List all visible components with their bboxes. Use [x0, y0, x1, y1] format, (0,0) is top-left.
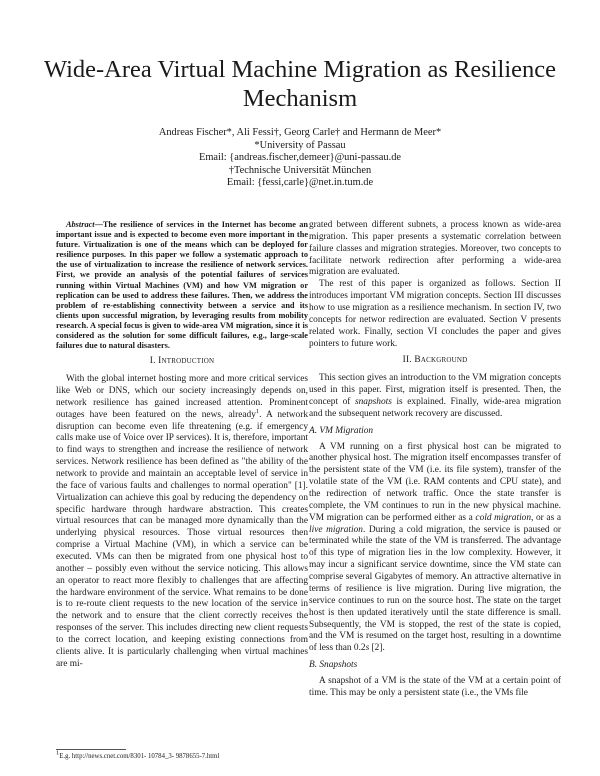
vm-unit: s: [365, 643, 370, 654]
vm-text-d: [2].: [369, 643, 385, 654]
intro-paragraph: [56, 374, 308, 670]
vm-migration-paragraph: [309, 442, 561, 655]
abstract: [56, 220, 308, 351]
abstract-text: —The resilience of services in the Internet has become an important issue and is expected to become even more important in the future. Virtualization is one of the means which can be deployed for resilience purposes. In this paper we follow a systematic approach to the use of virtualization to increase the resilience of network services. First, we provide an analysis of the potential failures of services running within Virtual Machines (VM) and how VM migration or replication can be used to address these failures. Then, we address the problem of re-establishing connectivity between a service and its clients upon successful migration, by leveraging results from mobility research. A special focus is given to wide-area VM migration, since it is considered as the solution for some difficult failures, e.g., large-scale failures due to natural disasters.: [56, 220, 308, 351]
right-paragraph-2: The rest of this paper is organized as follows. Section II introduces important VM migration concepts. Section III discusses how to use migration as a resilience mechanism. In section IV, two concepts for networ redirection are evaluated. Section V presents related work. Finally, section VI concludes the paper and gives pointers to future work.: [309, 279, 561, 349]
footnote-mark: 1: [56, 749, 60, 757]
email-passau: Email: {andreas.fischer,demeer}@uni-passau.de: [198, 152, 402, 164]
vm-emphasis-live: live migration: [309, 524, 363, 535]
background-paragraph: [309, 373, 561, 420]
vm-text-b: , or as a: [531, 512, 561, 523]
vm-text-a: A VM running on a first physical host can be migrated to another physical host. The migration itself encompasses transfer of the persistent state of the VM (i.e. its file system), transfer of the volatile state of the VM (i.e. RAM contents and CPU state), and the redirection of network traffic. Once the state transfer is complete, the VM continues to run in the new physical machine. VM migration can be performed either as a: [309, 441, 561, 523]
footnote-text: E.g. http://news.cnet.com/8301- 10784_3- 9878655-7.html: [59, 753, 220, 760]
vm-emphasis-cold: cold migration: [475, 512, 532, 523]
title-line-1: Wide-Area Virtual Machine Migration as Resilience: [43, 56, 557, 83]
section-heading-background: II. Background: [402, 355, 468, 366]
affiliation-passau: *University of Passau: [254, 139, 346, 151]
bg-emphasis: snapshots: [355, 397, 392, 408]
right-column: [309, 220, 561, 700]
bg-text-b: is explained. Finally, wide-area migration and the subsequent network recovery are discussed.: [309, 397, 562, 419]
section-heading-introduction: I. Introduction: [149, 356, 215, 367]
intro-text-b: . A network disruption can become even life threatening (e.g. if emergency calls make use of Voice over IP services). It is, therefore, important to find ways to strengthen and increase the resilience of network services. Network resilience has been defined as "the ability of the network to provide and maintain an acceptable level of service in the face of various faults and challenges to normal operation" [1]. Virtualization can achieve this goal by reducing the dependency on specific hardware through hardware abstraction. This creates virtual resources that can be managed more dynamically than the underlying physical resources. Those virtual resources then comprise a Virtual Machine (VM), in which a service can be executed. VMs can then be migrated from one physical host to another – possibly even without the service noticing. This allows an operator to react more flexibly to challenges that are affecting the hardware environment of the service. What remains to be done is to re-route client requests to the new location of the service in the network and to ensure that the client correctly receives the responses of the server. This includes directing new client requests to the correct location, and keeping existing connections from clients alive. It is particularly challenging when virtual machines are mi-: [56, 409, 308, 669]
email-tum: Email: {fessi,carle}@net.in.tum.de: [226, 177, 374, 189]
right-paragraph-1: grated between different subnets, a process known as wide-area migration. This paper presents a systematic correlation between failure classes and migration strategies. Moreover, two concepts to facilitate network redirection after performing a wide-area migration are evaluated.: [309, 220, 561, 278]
title-line-2: Mechanism: [242, 85, 358, 112]
paper-title: [0, 55, 600, 113]
footnote-ref: 1: [255, 407, 260, 415]
footnote: [56, 749, 220, 761]
subsection-heading-vm-migration: A. VM Migration: [309, 425, 374, 436]
subsection-heading-snapshots: B. Snapshots: [309, 660, 358, 671]
abstract-label: Abstract: [66, 220, 95, 229]
affiliation-tum: †Technische Universität München: [228, 164, 372, 176]
intro-text-a: With the global internet hosting more and more critical services like Web or DNS, which our society increasingly depends on, network resilience has gained increased attention. Prominent outages have been featured on the news, already: [56, 374, 308, 420]
author-block: [0, 127, 600, 190]
footnote-divider: [56, 749, 126, 750]
bg-text-a: This section gives an introduction to the VM migration concepts used in this paper. First, migration itself is presented. Then, the concept of: [309, 373, 561, 408]
author-names: Andreas Fischer*, Ali Fessi†, Georg Carle† and Hermann de Meer*: [158, 127, 442, 138]
snapshots-paragraph: A snapshot of a VM is the state of the VM at a certain point of time. This may be only a persistent state (i.e., the VMs file: [309, 675, 561, 698]
vm-text-c: . During a cold migration, the service is paused or terminated while the state of the VM is transferred. The advantage of this type of migration lies in the low complexity. However, it may incur a significant service downtime, since the VM state can comprise several Gigabytes of memory. An attractive alternative in terms of resilience is live migration. During live migration, the service continues to run on the source host. The state on the target host is then updated iteratively until the state difference is small. Subsequently, the VM is stopped, the rest of the state is copied, and the VM is resumed on the target host, resulting in a downtime of less than 0.2: [309, 524, 561, 654]
left-column: [56, 220, 308, 671]
